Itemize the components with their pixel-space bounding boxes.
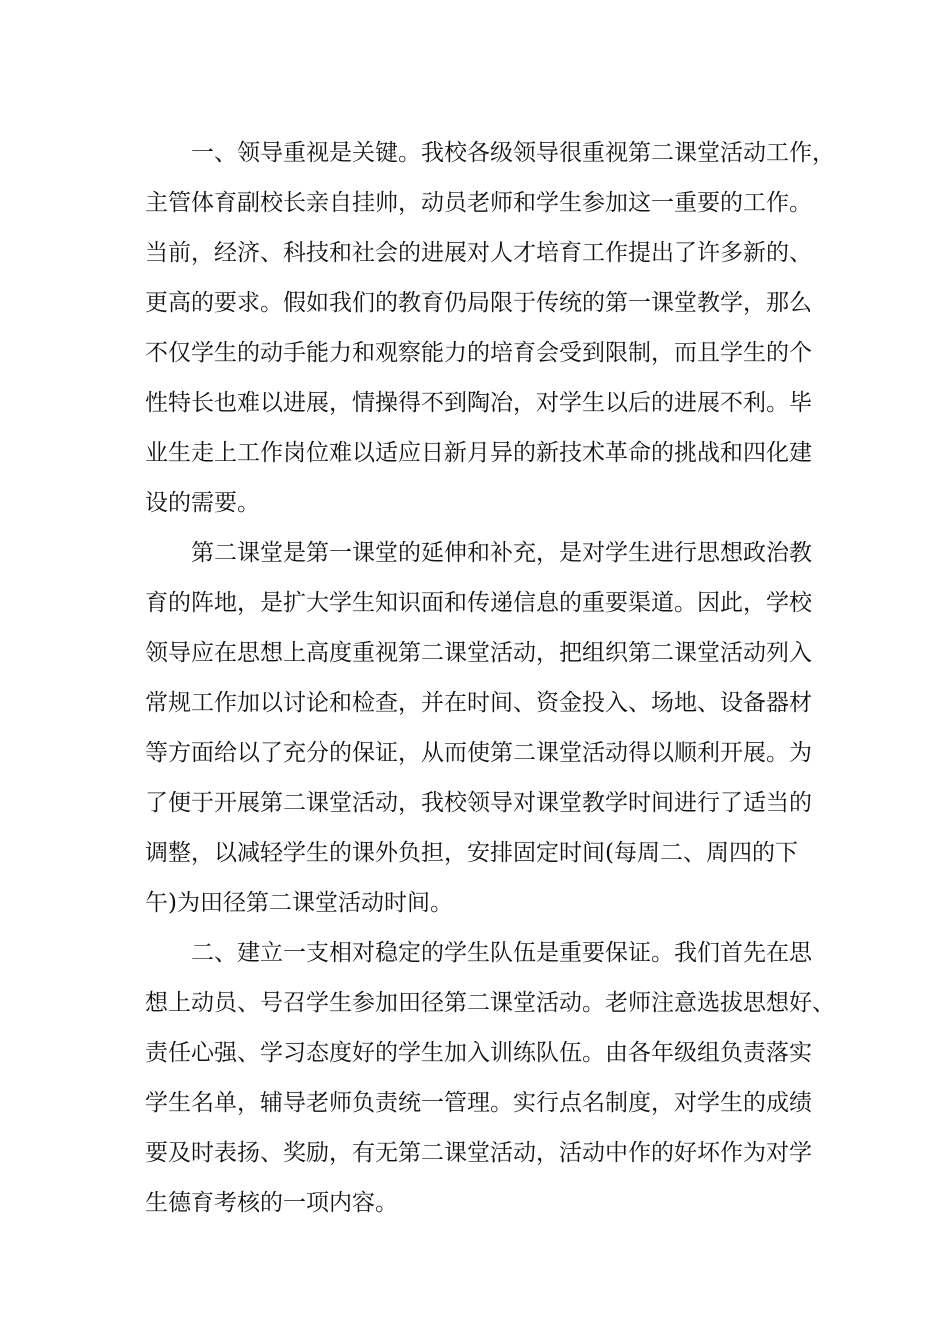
paragraph-leadership: [145, 128, 835, 528]
text-line: 责任心强、学习态度好的学生加入训练队伍。由各年级组负责落实: [145, 1040, 812, 1066]
text-line: 调整，以减轻学生的课外负担，安排固定时间(每周二、周四的下: [145, 840, 798, 866]
paragraph-student-team: [145, 928, 835, 1228]
text-line: 学生名单，辅导老师负责统一管理。实行点名制度，对学生的成绩: [145, 1090, 812, 1116]
paragraph-second-classroom: [145, 528, 810, 928]
document-body: [145, 128, 835, 1228]
text-line: 当前，经济、科技和社会的进展对人才培育工作提出了许多新的、: [145, 240, 812, 266]
text-line: 二、建立一支相对稳定的学生队伍是重要保证。我们首先在思: [191, 940, 812, 966]
text-line: 一、领导重视是关键。我校各级领导很重视第二课堂活动工作，: [191, 140, 835, 166]
text-line: 常规工作加以讨论和检查，并在时间、资金投入、场地、设备器材: [145, 690, 812, 716]
text-line: 业生走上工作岗位难以适应日新月异的新技术革命的挑战和四化建: [145, 440, 812, 466]
text-line: 了便于开展第二课堂活动，我校领导对课堂教学时间进行了适当的: [145, 790, 812, 816]
text-line: 等方面给以了充分的保证，从而使第二课堂活动得以顺利开展。为: [145, 740, 812, 766]
text-line: 要及时表扬、奖励，有无第二课堂活动，活动中作的好坏作为对学: [145, 1140, 812, 1166]
text-line: 生德育考核的一项内容。: [145, 1190, 398, 1216]
text-line: 第二课堂是第一课堂的延伸和补充，是对学生进行思想政治教: [191, 540, 812, 566]
text-line: 性特长也难以进展，情操得不到陶冶，对学生以后的进展不利。毕: [145, 390, 812, 416]
text-line: 领导应在思想上高度重视第二课堂活动，把组织第二课堂活动列入: [145, 640, 812, 666]
text-line: 午)为田径第二课堂活动时间。: [145, 890, 453, 916]
text-line: 育的阵地，是扩大学生知识面和传递信息的重要渠道。因此，学校: [145, 590, 812, 616]
text-line: 主管体育副校长亲自挂帅，动员老师和学生参加这一重要的工作。: [145, 190, 812, 216]
text-line: 不仅学生的动手能力和观察能力的培育会受到限制，而且学生的个: [145, 340, 812, 366]
text-line: 更高的要求。假如我们的教育仍局限于传统的第一课堂教学，那么: [145, 290, 812, 316]
text-line: 设的需要。: [145, 490, 260, 516]
text-line: 想上动员、号召学生参加田径第二课堂活动。老师注意选拔思想好、: [145, 990, 835, 1016]
